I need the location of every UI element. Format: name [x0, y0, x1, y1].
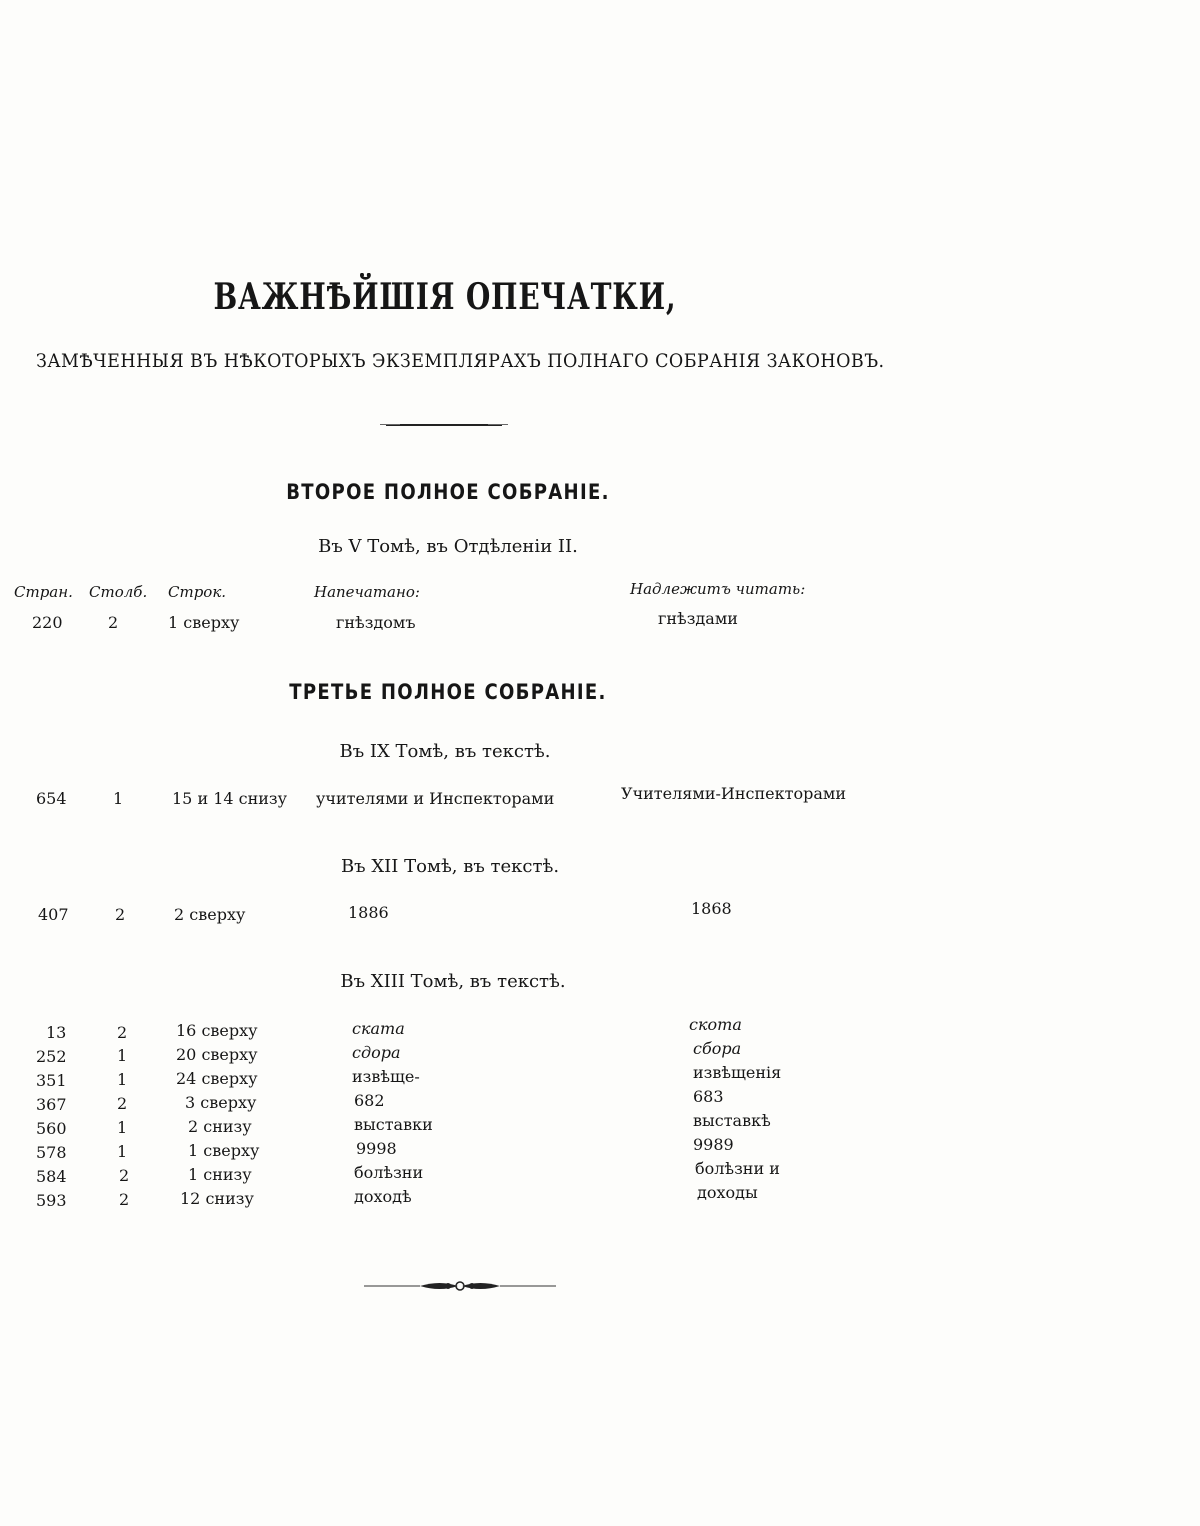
cell-column: 2 — [119, 1166, 130, 1185]
cell-should-read: болѣзни и — [695, 1159, 780, 1178]
cell-printed: 1886 — [348, 903, 389, 922]
header-printed: Напечатано: — [314, 583, 420, 601]
cell-line: 15 и 14 снизу — [172, 789, 288, 808]
cell-page: 367 — [36, 1095, 67, 1114]
cell-line: 1 сверху — [188, 1141, 260, 1160]
cell-column: 2 — [119, 1190, 130, 1209]
cell-line: 2 снизу — [188, 1117, 252, 1136]
header-page: Стран. — [14, 583, 73, 601]
ornament-divider — [360, 1276, 560, 1296]
cell-column: 1 — [117, 1142, 128, 1161]
cell-should-read: 683 — [693, 1087, 724, 1106]
cell-column: 2 — [115, 905, 126, 924]
cell-line: 24 сверху — [176, 1069, 258, 1088]
title-divider — [386, 424, 502, 426]
cell-printed: выставки — [354, 1115, 433, 1134]
cell-line: 12 снизу — [180, 1189, 254, 1208]
cell-page: 220 — [32, 613, 63, 632]
cell-printed: извѣще- — [352, 1067, 420, 1086]
cell-should-read: доходы — [697, 1183, 758, 1202]
cell-page: 351 — [36, 1071, 67, 1090]
cell-line: 2 сверху — [174, 905, 246, 924]
cell-printed: 9998 — [356, 1139, 397, 1158]
cell-should-read: гнѣздами — [658, 609, 738, 628]
cell-printed: 682 — [354, 1091, 385, 1110]
cell-page: 13 — [46, 1023, 67, 1042]
page-subtitle: ЗАМѢЧЕННЫЯ ВЪ НѢКОТОРЫХЪ ЭКЗЕМПЛЯРАХЪ ПОЛНАГО СОБРАНІЯ ЗАКОНОВЪ. — [36, 350, 885, 372]
cell-line: 1 снизу — [188, 1165, 252, 1184]
cell-should-read: Учителями-Инспекторами — [621, 784, 846, 803]
cell-page: 407 — [38, 905, 69, 924]
page-title: ВАЖНѢЙШІЯ ОПЕЧАТКИ, — [213, 276, 677, 318]
cell-page: 654 — [36, 789, 67, 808]
cell-column: 1 — [117, 1046, 128, 1065]
cell-page: 584 — [36, 1167, 67, 1186]
cell-should-read: извѣщенія — [693, 1063, 782, 1082]
cell-printed: доходѣ — [354, 1187, 412, 1206]
cell-column: 2 — [117, 1023, 128, 1042]
cell-page: 560 — [36, 1119, 67, 1138]
header-column: Столб. — [89, 583, 148, 601]
cell-column: 1 — [113, 789, 124, 808]
cell-should-read: скота — [689, 1015, 742, 1034]
cell-column: 1 — [117, 1118, 128, 1137]
section-title-second: ВТОРОЕ ПОЛНОЕ СОБРАНІЕ. — [286, 480, 610, 504]
cell-should-read: сбора — [693, 1039, 742, 1058]
section-title-third: ТРЕТЬЕ ПОЛНОЕ СОБРАНІЕ. — [289, 680, 607, 704]
cell-printed: ската — [352, 1019, 405, 1038]
cell-should-read: 1868 — [691, 899, 732, 918]
cell-column: 2 — [117, 1094, 128, 1113]
cell-printed: гнѣздомъ — [336, 613, 416, 632]
cell-line: 1 сверху — [168, 613, 240, 632]
cell-should-read: 9989 — [693, 1135, 734, 1154]
cell-line: 16 сверху — [176, 1021, 258, 1040]
volume-title: Въ V Томѣ, въ Отдѣленіи II. — [318, 536, 578, 557]
cell-line: 20 сверху — [176, 1045, 258, 1064]
cell-page: 593 — [36, 1191, 67, 1210]
cell-printed: сдора — [352, 1043, 401, 1062]
cell-printed: болѣзни — [354, 1163, 424, 1182]
volume-title: Въ IX Томѣ, въ текстѣ. — [339, 741, 551, 762]
volume-title: Въ XIII Томѣ, въ текстѣ. — [340, 971, 566, 992]
cell-column: 1 — [117, 1070, 128, 1089]
cell-line: 3 сверху — [185, 1093, 257, 1112]
cell-should-read: выставкѣ — [693, 1111, 771, 1130]
volume-title: Въ XII Томѣ, въ текстѣ. — [340, 856, 560, 877]
cell-page: 578 — [36, 1143, 67, 1162]
cell-page: 252 — [36, 1047, 67, 1066]
cell-printed: учителями и Инспекторами — [316, 789, 555, 808]
cell-column: 2 — [108, 613, 119, 632]
header-should-read: Надлежитъ читать: — [630, 580, 806, 598]
header-line: Строк. — [168, 583, 227, 601]
